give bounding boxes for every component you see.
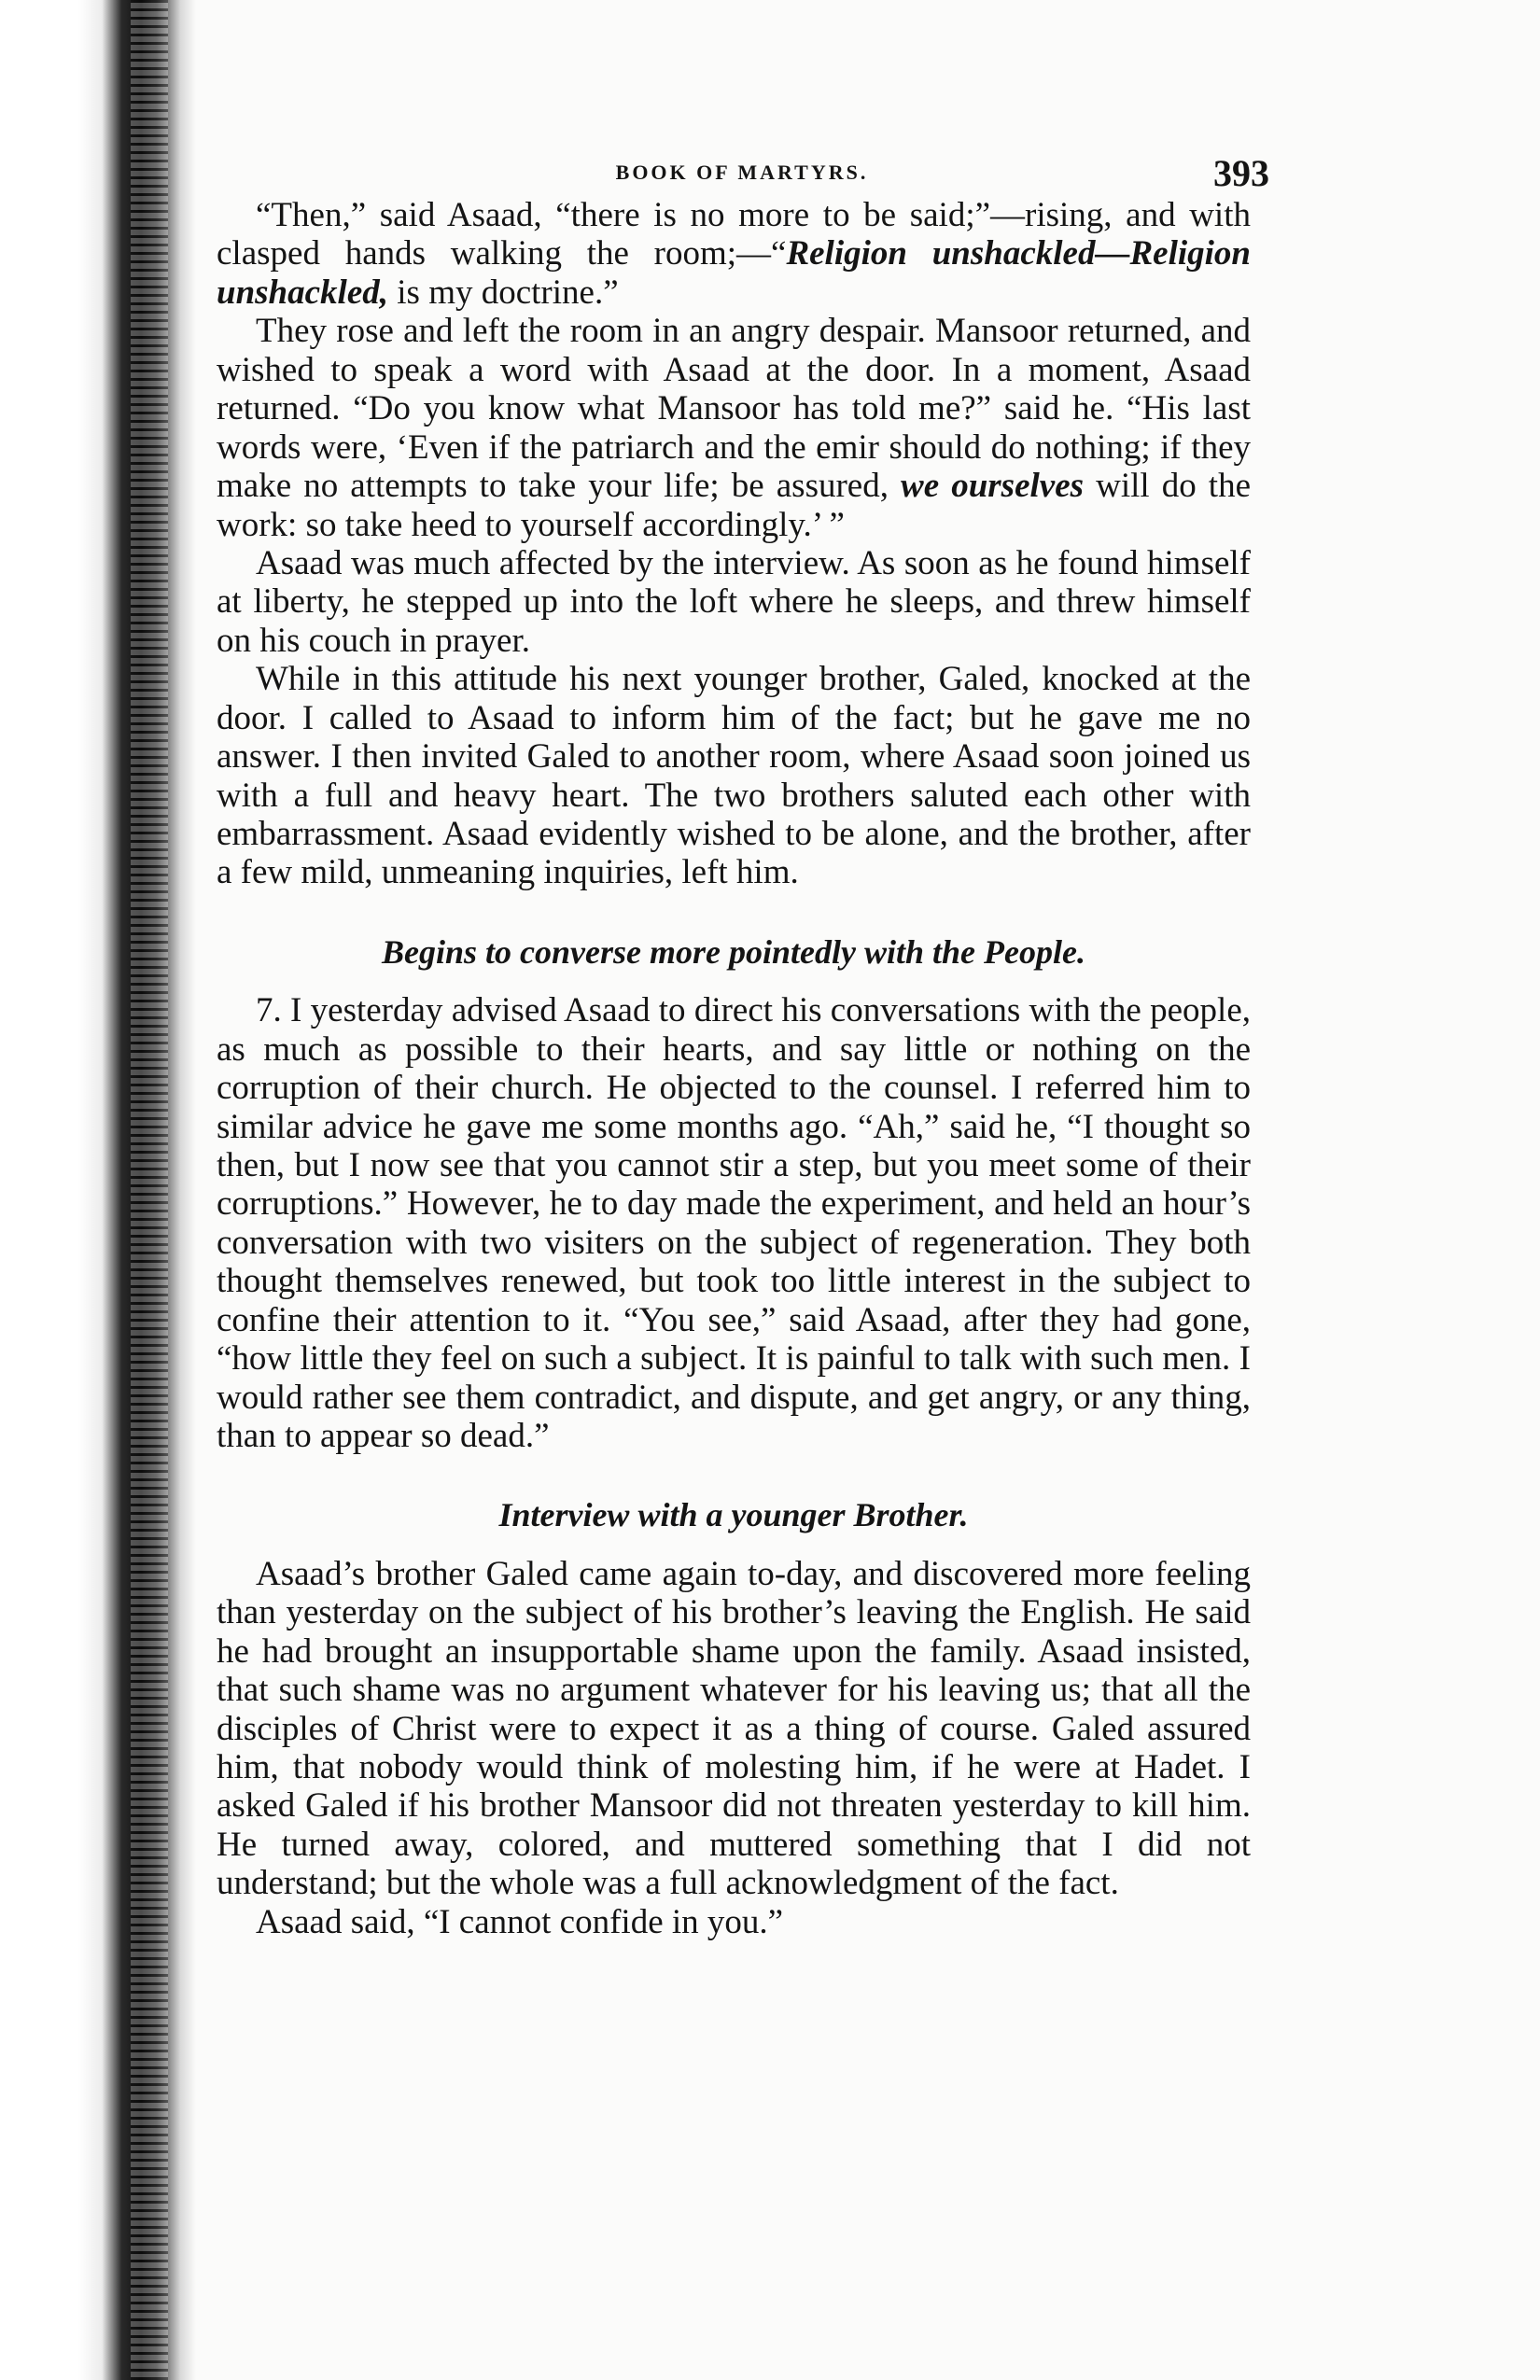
section-heading-2: Interview with a younger Brother. xyxy=(498,1496,969,1534)
text-block xyxy=(217,196,1251,1941)
page-number: 393 xyxy=(1213,152,1269,194)
paragraph-2-emphasis: we ourselves xyxy=(901,467,1085,506)
paragraph-2-text-a: They rose and left the room in an angry despair. Mansoor returned, and wished to speak a word with Asaad at the door. In a moment, Asaad returned. “Do you know what Mansoor has told me?” said he. “His last words were, ‘Even if the patriarch and the emir should do nothing; if they make no attempts to take your life; be assured, xyxy=(217,312,1251,506)
paragraph-1-text-b: is my doctrine.” xyxy=(388,273,619,312)
paragraph-5: 7. I yesterday advised Asaad to direct his conversations with the people, as much as possible to their hearts, and say little or nothing on the corruption of their church. He objected to the counsel. I referred him to similar advice he gave me some months ago. “Ah,” said he, “I thought so then, but I now see that you cannot stir a step, but you meet some of their corruptions.” However, he to day made the experiment, and held an hour’s conversation with two visiters on the subject of regeneration. They both thought themselves renewed, but took too little interest in the subject to confine their attention to it. “You see,” said Asaad, after they had gone, “how little they feel on such a subject. It is painful to talk with such men. I would rather see them contradict, and dispute, and get angry, or any thing, than to appear so dead.” xyxy=(217,991,1251,1455)
paragraph-2-text-b: will do the work: so take heed to yourself accordingly.’ ” xyxy=(217,467,1251,544)
paragraph-6: Asaad’s brother Galed came again to-day, and discovered more feeling than yesterday on the subject of his brother’s leaving the English. He said he had brought an insupportable shame upon the family. Asaad insisted, that such shame was no argument whatever for his leaving us; that all the disciples of Christ were to expect it as a thing of course. Galed assured him, that nobody would think of molesting him, if he were at Hadet. I asked Galed if his brother Mansoor did not threaten yesterday to kill him. He turned away, colored, and muttered something that I did not understand; but the whole was a full acknowledgment of the fact. xyxy=(217,1554,1251,1903)
paragraph-7: Asaad said, “I cannot confide in you.” xyxy=(256,1902,784,1941)
running-title: BOOK OF MARTYRS. xyxy=(615,161,869,184)
paragraph-3: Asaad was much affected by the interview. As soon as he found himself at liberty, he stepped up into the loft where he sleeps, and threw himself on his couch in prayer. xyxy=(217,543,1251,660)
paragraph-1-text-a: “Then,” said Asaad, “there is no more to be said;”—rising, and with clasped hands walking the room;—“ xyxy=(217,196,1251,273)
paragraph-1 xyxy=(217,196,1251,312)
section-heading-1: Begins to converse more pointedly with the People. xyxy=(382,932,1085,971)
paragraph-1-emphasis: Religion unshackled—Religion unshackled, xyxy=(217,234,1251,312)
paragraph-4: While in this attitude his next younger brother, Galed, knocked at the door. I called to Asaad to inform him of the fact; but he gave me no answer. I then invited Galed to another room, where Asaad soon joined us with a full and heavy heart. The two brothers saluted each other with embarrassment. Asaad evidently wished to be alone, and the brother, after a few mild, unmeaning inquiries, left him. xyxy=(217,660,1251,892)
page-binding-shadow xyxy=(131,0,168,2380)
paragraph-2 xyxy=(217,312,1251,544)
